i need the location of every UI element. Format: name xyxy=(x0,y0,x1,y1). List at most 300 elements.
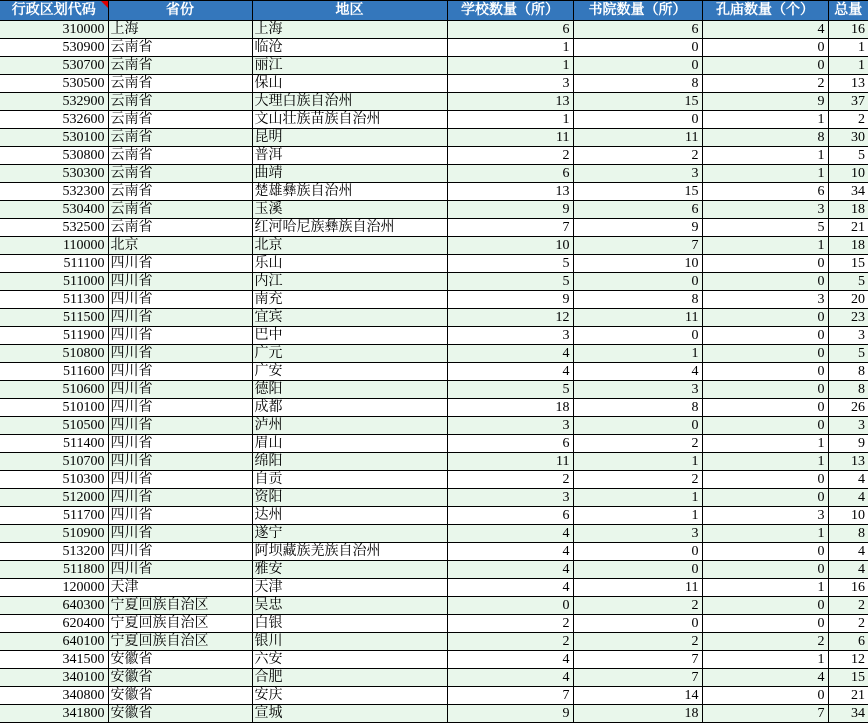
cell-academies[interactable]: 8 xyxy=(573,399,702,417)
cell-schools[interactable]: 0 xyxy=(447,597,573,615)
cell-temples[interactable]: 0 xyxy=(702,309,828,327)
cell-region[interactable]: 泸州 xyxy=(252,417,447,435)
cell-schools[interactable]: 18 xyxy=(447,399,573,417)
cell-region[interactable]: 宣城 xyxy=(252,705,447,723)
cell-region[interactable]: 遂宁 xyxy=(252,525,447,543)
cell-temples[interactable]: 8 xyxy=(702,129,828,147)
cell-total[interactable]: 8 xyxy=(828,363,868,381)
cell-region[interactable]: 曲靖 xyxy=(252,165,447,183)
cell-schools[interactable]: 6 xyxy=(447,21,573,39)
cell-temples[interactable]: 3 xyxy=(702,201,828,219)
cell-academies[interactable]: 0 xyxy=(573,327,702,345)
cell-region[interactable]: 保山 xyxy=(252,75,447,93)
cell-temples[interactable]: 7 xyxy=(702,705,828,723)
cell-region[interactable]: 德阳 xyxy=(252,381,447,399)
cell-province[interactable]: 四川省 xyxy=(108,543,252,561)
cell-temples[interactable]: 0 xyxy=(702,273,828,291)
cell-total[interactable]: 4 xyxy=(828,561,868,579)
cell-schools[interactable]: 9 xyxy=(447,705,573,723)
cell-region[interactable]: 内江 xyxy=(252,273,447,291)
cell-temples[interactable]: 0 xyxy=(702,471,828,489)
cell-region[interactable]: 南充 xyxy=(252,291,447,309)
cell-province[interactable]: 云南省 xyxy=(108,57,252,75)
table-row xyxy=(0,21,868,39)
cell-region[interactable]: 上海 xyxy=(252,21,447,39)
cell-code[interactable]: 513200 xyxy=(0,543,108,561)
cell-province[interactable]: 四川省 xyxy=(108,453,252,471)
cell-code[interactable]: 620400 xyxy=(0,615,108,633)
cell-academies[interactable]: 3 xyxy=(573,381,702,399)
cell-temples[interactable]: 0 xyxy=(702,597,828,615)
cell-temples[interactable]: 1 xyxy=(702,453,828,471)
cell-province[interactable]: 四川省 xyxy=(108,291,252,309)
cell-academies[interactable]: 0 xyxy=(573,417,702,435)
cell-code[interactable]: 530500 xyxy=(0,75,108,93)
cell-temples[interactable]: 1 xyxy=(702,111,828,129)
cell-total[interactable]: 30 xyxy=(828,129,868,147)
cell-province[interactable]: 四川省 xyxy=(108,489,252,507)
table-row xyxy=(0,75,868,93)
cell-temples[interactable]: 9 xyxy=(702,93,828,111)
cell-province[interactable]: 四川省 xyxy=(108,507,252,525)
cell-region[interactable]: 眉山 xyxy=(252,435,447,453)
cell-code[interactable]: 511100 xyxy=(0,255,108,273)
cell-code[interactable]: 340800 xyxy=(0,687,108,705)
cell-temples[interactable]: 3 xyxy=(702,507,828,525)
cell-temples[interactable]: 0 xyxy=(702,345,828,363)
cell-province[interactable]: 四川省 xyxy=(108,363,252,381)
table-row xyxy=(0,327,868,345)
cell-code[interactable]: 120000 xyxy=(0,579,108,597)
cell-code[interactable]: 511400 xyxy=(0,435,108,453)
cell-code[interactable]: 511900 xyxy=(0,327,108,345)
cell-province[interactable]: 四川省 xyxy=(108,525,252,543)
cell-total[interactable]: 5 xyxy=(828,147,868,165)
cell-academies[interactable]: 6 xyxy=(573,201,702,219)
table-row xyxy=(0,165,868,183)
cell-region[interactable]: 宜宾 xyxy=(252,309,447,327)
cell-total[interactable]: 10 xyxy=(828,507,868,525)
cell-academies[interactable]: 15 xyxy=(573,183,702,201)
cell-region[interactable]: 合肥 xyxy=(252,669,447,687)
cell-region[interactable]: 丽江 xyxy=(252,57,447,75)
cell-schools[interactable]: 7 xyxy=(447,687,573,705)
cell-code[interactable]: 512000 xyxy=(0,489,108,507)
cell-total[interactable]: 34 xyxy=(828,183,868,201)
cell-province[interactable]: 四川省 xyxy=(108,435,252,453)
cell-schools[interactable]: 3 xyxy=(447,75,573,93)
header-cell-total[interactable]: 总量 xyxy=(828,1,868,21)
cell-academies[interactable]: 14 xyxy=(573,687,702,705)
cell-total[interactable]: 2 xyxy=(828,615,868,633)
header-cell-academies[interactable]: 书院数量（所） xyxy=(573,1,702,21)
cell-total[interactable]: 37 xyxy=(828,93,868,111)
cell-academies[interactable]: 11 xyxy=(573,579,702,597)
cell-academies[interactable]: 1 xyxy=(573,489,702,507)
cell-province[interactable]: 四川省 xyxy=(108,471,252,489)
cell-total[interactable]: 8 xyxy=(828,525,868,543)
cell-academies[interactable]: 2 xyxy=(573,435,702,453)
cell-academies[interactable]: 11 xyxy=(573,309,702,327)
cell-temples[interactable]: 2 xyxy=(702,75,828,93)
cell-total[interactable]: 10 xyxy=(828,165,868,183)
cell-schools[interactable]: 4 xyxy=(447,651,573,669)
cell-province[interactable]: 云南省 xyxy=(108,93,252,111)
cell-academies[interactable]: 0 xyxy=(573,543,702,561)
cell-province[interactable]: 云南省 xyxy=(108,165,252,183)
cell-schools[interactable]: 4 xyxy=(447,579,573,597)
cell-code[interactable]: 341500 xyxy=(0,651,108,669)
cell-schools[interactable]: 2 xyxy=(447,471,573,489)
cell-schools[interactable]: 6 xyxy=(447,507,573,525)
header-cell-code[interactable]: 行政区划代码 xyxy=(0,1,108,21)
cell-province[interactable]: 四川省 xyxy=(108,273,252,291)
cell-region[interactable]: 白银 xyxy=(252,615,447,633)
cell-total[interactable]: 1 xyxy=(828,57,868,75)
table-row xyxy=(0,417,868,435)
cell-total[interactable]: 5 xyxy=(828,273,868,291)
cell-temples[interactable]: 1 xyxy=(702,525,828,543)
cell-province[interactable]: 云南省 xyxy=(108,39,252,57)
cell-temples[interactable]: 1 xyxy=(702,165,828,183)
cell-academies[interactable]: 7 xyxy=(573,237,702,255)
cell-total[interactable]: 26 xyxy=(828,399,868,417)
cell-total[interactable]: 13 xyxy=(828,75,868,93)
cell-total[interactable]: 16 xyxy=(828,21,868,39)
cell-temples[interactable]: 2 xyxy=(702,633,828,651)
cell-province[interactable]: 宁夏回族自治区 xyxy=(108,615,252,633)
cell-academies[interactable]: 1 xyxy=(573,453,702,471)
cell-code[interactable]: 511500 xyxy=(0,309,108,327)
cell-region[interactable]: 红河哈尼族彝族自治州 xyxy=(252,219,447,237)
cell-region[interactable]: 达州 xyxy=(252,507,447,525)
cell-code[interactable]: 341800 xyxy=(0,705,108,723)
cell-total[interactable]: 5 xyxy=(828,345,868,363)
table-row xyxy=(0,597,868,615)
cell-region[interactable]: 乐山 xyxy=(252,255,447,273)
cell-region[interactable]: 北京 xyxy=(252,237,447,255)
cell-schools[interactable]: 1 xyxy=(447,57,573,75)
cell-schools[interactable]: 2 xyxy=(447,147,573,165)
cell-province[interactable]: 四川省 xyxy=(108,381,252,399)
cell-code[interactable]: 511600 xyxy=(0,363,108,381)
cell-province[interactable]: 安徽省 xyxy=(108,687,252,705)
cell-total[interactable]: 20 xyxy=(828,291,868,309)
header-cell-region[interactable]: 地区 xyxy=(252,1,447,21)
cell-schools[interactable]: 10 xyxy=(447,237,573,255)
cell-total[interactable]: 15 xyxy=(828,669,868,687)
cell-schools[interactable]: 5 xyxy=(447,381,573,399)
cell-code[interactable]: 530100 xyxy=(0,129,108,147)
cell-schools[interactable]: 3 xyxy=(447,327,573,345)
cell-academies[interactable]: 11 xyxy=(573,129,702,147)
cell-temples[interactable]: 4 xyxy=(702,21,828,39)
cell-code[interactable]: 110000 xyxy=(0,237,108,255)
cell-schools[interactable]: 1 xyxy=(447,111,573,129)
cell-academies[interactable]: 1 xyxy=(573,507,702,525)
cell-province[interactable]: 云南省 xyxy=(108,111,252,129)
cell-temples[interactable]: 0 xyxy=(702,417,828,435)
cell-region[interactable]: 阿坝藏族羌族自治州 xyxy=(252,543,447,561)
cell-academies[interactable]: 0 xyxy=(573,615,702,633)
table-row xyxy=(0,219,868,237)
cell-temples[interactable]: 0 xyxy=(702,561,828,579)
cell-total[interactable]: 3 xyxy=(828,327,868,345)
cell-region[interactable]: 广元 xyxy=(252,345,447,363)
table-row xyxy=(0,39,868,57)
cell-region[interactable]: 六安 xyxy=(252,651,447,669)
cell-province[interactable]: 云南省 xyxy=(108,183,252,201)
cell-region[interactable]: 文山壮族苗族自治州 xyxy=(252,111,447,129)
cell-total[interactable]: 12 xyxy=(828,651,868,669)
header-cell-schools[interactable]: 学校数量（所） xyxy=(447,1,573,21)
cell-schools[interactable]: 4 xyxy=(447,669,573,687)
cell-total[interactable]: 3 xyxy=(828,417,868,435)
cell-temples[interactable]: 0 xyxy=(702,489,828,507)
cell-province[interactable]: 四川省 xyxy=(108,309,252,327)
cell-academies[interactable]: 0 xyxy=(573,273,702,291)
cell-code[interactable]: 511300 xyxy=(0,291,108,309)
cell-region[interactable]: 银川 xyxy=(252,633,447,651)
cell-region[interactable]: 普洱 xyxy=(252,147,447,165)
cell-province[interactable]: 宁夏回族自治区 xyxy=(108,633,252,651)
cell-temples[interactable]: 1 xyxy=(702,651,828,669)
table-row xyxy=(0,705,868,723)
cell-schools[interactable]: 11 xyxy=(447,453,573,471)
cell-region[interactable]: 安庆 xyxy=(252,687,447,705)
cell-code[interactable]: 510500 xyxy=(0,417,108,435)
cell-academies[interactable]: 3 xyxy=(573,165,702,183)
cell-region[interactable]: 绵阳 xyxy=(252,453,447,471)
cell-academies[interactable]: 2 xyxy=(573,633,702,651)
cell-schools[interactable]: 12 xyxy=(447,309,573,327)
cell-region[interactable]: 大理白族自治州 xyxy=(252,93,447,111)
cell-temples[interactable]: 0 xyxy=(702,255,828,273)
cell-province[interactable]: 云南省 xyxy=(108,201,252,219)
cell-total[interactable]: 6 xyxy=(828,633,868,651)
cell-code[interactable]: 530700 xyxy=(0,57,108,75)
cell-academies[interactable]: 7 xyxy=(573,651,702,669)
cell-region[interactable]: 巴中 xyxy=(252,327,447,345)
cell-code[interactable]: 530900 xyxy=(0,39,108,57)
cell-academies[interactable]: 0 xyxy=(573,111,702,129)
cell-schools[interactable]: 11 xyxy=(447,129,573,147)
table-row xyxy=(0,147,868,165)
cell-total[interactable]: 1 xyxy=(828,39,868,57)
table-row xyxy=(0,435,868,453)
table-row xyxy=(0,129,868,147)
cell-schools[interactable]: 7 xyxy=(447,219,573,237)
cell-temples[interactable]: 4 xyxy=(702,669,828,687)
cell-academies[interactable]: 8 xyxy=(573,291,702,309)
cell-academies[interactable]: 10 xyxy=(573,255,702,273)
cell-province[interactable]: 四川省 xyxy=(108,399,252,417)
cell-schools[interactable]: 4 xyxy=(447,345,573,363)
cell-academies[interactable]: 18 xyxy=(573,705,702,723)
cell-region[interactable]: 楚雄彝族自治州 xyxy=(252,183,447,201)
table-row xyxy=(0,615,868,633)
cell-temples[interactable]: 5 xyxy=(702,219,828,237)
cell-code[interactable]: 511700 xyxy=(0,507,108,525)
table-row xyxy=(0,525,868,543)
cell-academies[interactable]: 9 xyxy=(573,219,702,237)
cell-academies[interactable]: 3 xyxy=(573,525,702,543)
cell-province[interactable]: 安徽省 xyxy=(108,651,252,669)
cell-total[interactable]: 8 xyxy=(828,381,868,399)
cell-total[interactable]: 2 xyxy=(828,597,868,615)
cell-academies[interactable]: 7 xyxy=(573,669,702,687)
cell-total[interactable]: 15 xyxy=(828,255,868,273)
cell-region[interactable]: 临沧 xyxy=(252,39,447,57)
cell-region[interactable]: 自贡 xyxy=(252,471,447,489)
cell-region[interactable]: 成都 xyxy=(252,399,447,417)
cell-code[interactable]: 530800 xyxy=(0,147,108,165)
table-row xyxy=(0,579,868,597)
cell-province[interactable]: 云南省 xyxy=(108,219,252,237)
cell-total[interactable]: 21 xyxy=(828,687,868,705)
cell-schools[interactable]: 6 xyxy=(447,435,573,453)
cell-academies[interactable]: 0 xyxy=(573,561,702,579)
cell-province[interactable]: 四川省 xyxy=(108,255,252,273)
cell-academies[interactable]: 8 xyxy=(573,75,702,93)
cell-temples[interactable]: 1 xyxy=(702,147,828,165)
cell-code[interactable]: 530300 xyxy=(0,165,108,183)
cell-code[interactable]: 530400 xyxy=(0,201,108,219)
cell-temples[interactable]: 0 xyxy=(702,399,828,417)
cell-code[interactable]: 510900 xyxy=(0,525,108,543)
cell-province[interactable]: 云南省 xyxy=(108,147,252,165)
cell-academies[interactable]: 2 xyxy=(573,471,702,489)
cell-province[interactable]: 上海 xyxy=(108,21,252,39)
cell-academies[interactable]: 0 xyxy=(573,39,702,57)
cell-temples[interactable]: 3 xyxy=(702,291,828,309)
cell-temples[interactable]: 0 xyxy=(702,39,828,57)
cell-province[interactable]: 宁夏回族自治区 xyxy=(108,597,252,615)
cell-academies[interactable]: 6 xyxy=(573,21,702,39)
cell-province[interactable]: 四川省 xyxy=(108,345,252,363)
cell-total[interactable]: 18 xyxy=(828,237,868,255)
cell-province[interactable]: 云南省 xyxy=(108,129,252,147)
cell-schools[interactable]: 4 xyxy=(447,543,573,561)
cell-code[interactable]: 510600 xyxy=(0,381,108,399)
cell-temples[interactable]: 0 xyxy=(702,363,828,381)
cell-region[interactable]: 吴忠 xyxy=(252,597,447,615)
cell-temples[interactable]: 0 xyxy=(702,543,828,561)
cell-code[interactable]: 510700 xyxy=(0,453,108,471)
cell-temples[interactable]: 0 xyxy=(702,57,828,75)
cell-code[interactable]: 511800 xyxy=(0,561,108,579)
cell-code[interactable]: 511000 xyxy=(0,273,108,291)
cell-temples[interactable]: 0 xyxy=(702,381,828,399)
header-cell-temples[interactable]: 孔庙数量（个） xyxy=(702,1,828,21)
cell-schools[interactable]: 9 xyxy=(447,291,573,309)
cell-temples[interactable]: 1 xyxy=(702,237,828,255)
cell-total[interactable]: 34 xyxy=(828,705,868,723)
cell-total[interactable]: 18 xyxy=(828,201,868,219)
cell-total[interactable]: 4 xyxy=(828,489,868,507)
cell-region[interactable]: 昆明 xyxy=(252,129,447,147)
cell-schools[interactable]: 1 xyxy=(447,39,573,57)
cell-academies[interactable]: 15 xyxy=(573,93,702,111)
cell-schools[interactable]: 3 xyxy=(447,489,573,507)
cell-code[interactable]: 310000 xyxy=(0,21,108,39)
cell-schools[interactable]: 2 xyxy=(447,633,573,651)
cell-region[interactable]: 资阳 xyxy=(252,489,447,507)
table-row xyxy=(0,93,868,111)
cell-temples[interactable]: 0 xyxy=(702,327,828,345)
table-row xyxy=(0,507,868,525)
cell-province[interactable]: 四川省 xyxy=(108,327,252,345)
table-row xyxy=(0,687,868,705)
cell-schools[interactable]: 4 xyxy=(447,525,573,543)
cell-code[interactable]: 510300 xyxy=(0,471,108,489)
table-row xyxy=(0,111,868,129)
cell-code[interactable]: 532300 xyxy=(0,183,108,201)
cell-schools[interactable]: 2 xyxy=(447,615,573,633)
cell-schools[interactable]: 5 xyxy=(447,255,573,273)
cell-province[interactable]: 四川省 xyxy=(108,561,252,579)
cell-schools[interactable]: 4 xyxy=(447,561,573,579)
cell-province[interactable]: 安徽省 xyxy=(108,669,252,687)
cell-province[interactable]: 云南省 xyxy=(108,75,252,93)
cell-temples[interactable]: 0 xyxy=(702,615,828,633)
cell-academies[interactable]: 4 xyxy=(573,363,702,381)
cell-province[interactable]: 天津 xyxy=(108,579,252,597)
cell-total[interactable]: 16 xyxy=(828,579,868,597)
cell-code[interactable]: 532500 xyxy=(0,219,108,237)
cell-schools[interactable]: 4 xyxy=(447,363,573,381)
cell-total[interactable]: 9 xyxy=(828,435,868,453)
cell-schools[interactable]: 6 xyxy=(447,165,573,183)
cell-total[interactable]: 4 xyxy=(828,543,868,561)
table-row xyxy=(0,255,868,273)
cell-academies[interactable]: 2 xyxy=(573,147,702,165)
cell-schools[interactable]: 9 xyxy=(447,201,573,219)
cell-academies[interactable]: 1 xyxy=(573,345,702,363)
cell-code[interactable]: 532900 xyxy=(0,93,108,111)
cell-temples[interactable]: 0 xyxy=(702,687,828,705)
cell-total[interactable]: 21 xyxy=(828,219,868,237)
cell-code[interactable]: 510800 xyxy=(0,345,108,363)
cell-total[interactable]: 2 xyxy=(828,111,868,129)
cell-code[interactable]: 510100 xyxy=(0,399,108,417)
cell-province[interactable]: 北京 xyxy=(108,237,252,255)
cell-total[interactable]: 4 xyxy=(828,471,868,489)
cell-academies[interactable]: 0 xyxy=(573,57,702,75)
cell-temples[interactable]: 1 xyxy=(702,435,828,453)
cell-code[interactable]: 532600 xyxy=(0,111,108,129)
cell-province[interactable]: 安徽省 xyxy=(108,705,252,723)
cell-code[interactable]: 340100 xyxy=(0,669,108,687)
cell-region[interactable]: 雅安 xyxy=(252,561,447,579)
cell-province[interactable]: 四川省 xyxy=(108,417,252,435)
header-cell-province[interactable]: 省份 xyxy=(108,1,252,21)
cell-temples[interactable]: 6 xyxy=(702,183,828,201)
cell-schools[interactable]: 13 xyxy=(447,183,573,201)
cell-total[interactable]: 23 xyxy=(828,309,868,327)
cell-code[interactable]: 640300 xyxy=(0,597,108,615)
cell-region[interactable]: 玉溪 xyxy=(252,201,447,219)
cell-total[interactable]: 13 xyxy=(828,453,868,471)
cell-schools[interactable]: 13 xyxy=(447,93,573,111)
cell-temples[interactable]: 1 xyxy=(702,579,828,597)
cell-schools[interactable]: 3 xyxy=(447,417,573,435)
cell-region[interactable]: 天津 xyxy=(252,579,447,597)
cell-region[interactable]: 广安 xyxy=(252,363,447,381)
cell-academies[interactable]: 2 xyxy=(573,597,702,615)
cell-schools[interactable]: 5 xyxy=(447,273,573,291)
cell-code[interactable]: 640100 xyxy=(0,633,108,651)
